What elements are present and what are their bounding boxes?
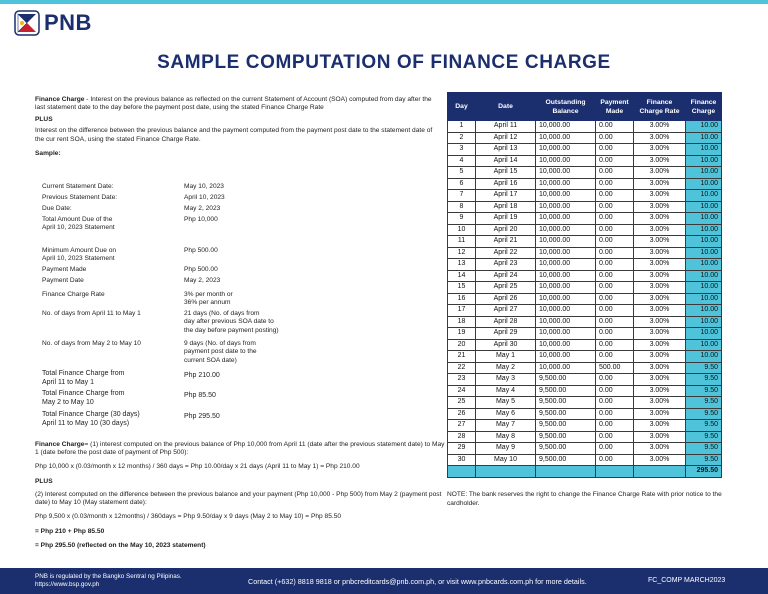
table-row [448,144,722,156]
interest-definition: Interest on the difference between the previous balance and the payment computed from the payment post date to the statement date of the cur rent SOA, using the stated Finance Charge Rate. [35,127,433,143]
table-row [448,328,722,340]
table-row [448,213,722,225]
cell-payment: 0.00 [596,305,634,317]
cell-payment: 0.00 [596,259,634,271]
cell-finance-charge: 9.50 [686,431,722,443]
total-row-blank-cell [536,466,596,478]
cell-balance: 10,000.00 [536,224,596,236]
sample-value: 9 days (No. of days from payment post date to the current SOA date) [184,340,257,364]
cell-day: 29 [448,443,476,455]
cell-day: 5 [448,167,476,179]
cell-date: April 22 [476,247,536,259]
cell-finance-charge: 10.00 [686,270,722,282]
finance-charge-table [447,92,722,478]
cell-balance: 10,000.00 [536,155,596,167]
col-header-payment-made: Payment Made [596,93,634,121]
cell-payment: 0.00 [596,247,634,259]
cell-balance: 9,500.00 [536,397,596,409]
cell-balance: 10,000.00 [536,351,596,363]
cell-finance-charge: 10.00 [686,178,722,190]
interest-2-para: (2) Interest computed on the difference between the previous balance and your payment (Php 10,000 - Php 500) from May 2 (payment post date) to May 10 (May statement date): [35,491,442,507]
cell-finance-charge: 10.00 [686,167,722,179]
sample-label: No. of days from May 2 to May 10 [42,340,141,347]
sum-line: = Php 210 + Php 85.50 [35,528,105,535]
cell-rate: 3.00% [634,178,686,190]
cell-payment: 0.00 [596,282,634,294]
total-row-blank-cell [476,466,536,478]
cell-payment: 0.00 [596,385,634,397]
cell-finance-charge: 10.00 [686,316,722,328]
cell-finance-charge: 9.50 [686,408,722,420]
finance-charge-text: - Interest on the previous balance as reflected on the current Statement of Account (SOA) computed from day after the last statement date to the day before the payment post date, using the stated Finance Charge Rate [35,96,432,112]
cell-day: 30 [448,454,476,466]
cell-date: April 27 [476,305,536,317]
cell-date: April 20 [476,224,536,236]
cell-day: 17 [448,305,476,317]
cell-rate: 3.00% [634,385,686,397]
table-row [448,385,722,397]
table-row [448,443,722,455]
cell-payment: 0.00 [596,316,634,328]
cell-day: 14 [448,270,476,282]
cell-date: April 18 [476,201,536,213]
cell-rate: 3.00% [634,362,686,374]
sample-value: May 10, 2023 [184,183,224,190]
table-row [448,420,722,432]
table-row [448,454,722,466]
cell-finance-charge: 10.00 [686,213,722,225]
table-row [448,132,722,144]
cell-date: April 17 [476,190,536,202]
cell-finance-charge: 9.50 [686,385,722,397]
total-row-blank-cell [448,466,476,478]
cell-date: April 14 [476,155,536,167]
formula-2: Php 9,500 x (0.03/month x 12months) / 360days = Php 9.50/day x 9 days (May 2 to May 10) = Php 85.50 [35,513,342,520]
cell-finance-charge: 10.00 [686,144,722,156]
cell-day: 12 [448,247,476,259]
cell-rate: 3.00% [634,443,686,455]
footer-form-code: FC_COMP MARCH2023 [648,577,726,584]
cell-payment: 0.00 [596,431,634,443]
table-row [448,316,722,328]
sample-label: Previous Statement Date: [42,194,118,201]
cell-day: 19 [448,328,476,340]
cell-balance: 10,000.00 [536,270,596,282]
footer-regulation-text: PNB is regulated by the Bangko Sentral ng Pilipinas. [35,573,182,580]
cell-date: April 25 [476,282,536,294]
cell-payment: 0.00 [596,270,634,282]
footer-regulation [35,573,182,589]
cell-date: April 23 [476,259,536,271]
cell-day: 23 [448,374,476,386]
page-title: SAMPLE COMPUTATION OF FINANCE CHARGE [157,52,611,73]
cell-balance: 9,500.00 [536,431,596,443]
cell-balance: 10,000.00 [536,293,596,305]
total-label: Total Finance Charge from May 2 to May 10 [42,390,125,406]
cell-rate: 3.00% [634,213,686,225]
cell-payment: 0.00 [596,178,634,190]
cell-finance-charge: 10.00 [686,155,722,167]
cell-rate: 3.00% [634,397,686,409]
table-row [448,236,722,248]
cell-rate: 3.00% [634,339,686,351]
total-row-blank-cell [634,466,686,478]
total-value: Php 210.00 [184,372,220,379]
cell-day: 18 [448,316,476,328]
col-header-finance-charge-rate: Finance Charge Rate [634,93,686,121]
cell-date: April 13 [476,144,536,156]
cell-balance: 9,500.00 [536,408,596,420]
cell-date: May 2 [476,362,536,374]
cell-day: 24 [448,385,476,397]
total-row-blank-cell [596,466,634,478]
cell-rate: 3.00% [634,270,686,282]
cell-date: April 19 [476,213,536,225]
cell-payment: 0.00 [596,443,634,455]
cell-day: 4 [448,155,476,167]
table-row [448,167,722,179]
cell-rate: 3.00% [634,201,686,213]
sample-label: Minimum Amount Due on April 10, 2023 Statement [42,247,117,263]
cell-balance: 9,500.00 [536,443,596,455]
rate-change-note: NOTE: The bank reserves the right to change the Finance Charge Rate with prior notice to the cardholder. [447,491,722,507]
table-row [448,190,722,202]
cell-finance-charge: 10.00 [686,293,722,305]
cell-payment: 0.00 [596,224,634,236]
cell-rate: 3.00% [634,247,686,259]
cell-finance-charge: 10.00 [686,351,722,363]
cell-finance-charge: 10.00 [686,259,722,271]
cell-rate: 3.00% [634,328,686,340]
sample-value: May 2, 2023 [184,205,221,212]
computation-fc-para [35,441,445,458]
cell-finance-charge: 10.00 [686,121,722,133]
cell-day: 3 [448,144,476,156]
cell-finance-charge: 10.00 [686,190,722,202]
table-row [448,270,722,282]
table-row [448,178,722,190]
cell-finance-charge: 10.00 [686,236,722,248]
cell-payment: 0.00 [596,155,634,167]
cell-balance: 10,000.00 [536,259,596,271]
cell-rate: 3.00% [634,132,686,144]
cell-finance-charge: 9.50 [686,397,722,409]
cell-date: April 16 [476,178,536,190]
cell-day: 10 [448,224,476,236]
cell-balance: 10,000.00 [536,178,596,190]
table-row [448,408,722,420]
sample-value: Php 500.00 [184,247,218,254]
cell-rate: 3.00% [634,224,686,236]
table-row [448,293,722,305]
table-total-row [448,466,722,478]
cell-day: 7 [448,190,476,202]
table-row [448,351,722,363]
cell-finance-charge: 10.00 [686,132,722,144]
cell-rate: 3.00% [634,155,686,167]
cell-balance: 10,000.00 [536,121,596,133]
cell-date: May 1 [476,351,536,363]
finance-charge-label: Finance Charge [35,96,85,103]
cell-finance-charge: 10.00 [686,224,722,236]
sample-label: Payment Date [42,277,84,284]
cell-payment: 0.00 [596,167,634,179]
col-header-date: Date [476,93,536,121]
cell-rate: 3.00% [634,316,686,328]
cell-rate: 3.00% [634,305,686,317]
intro-section [35,96,435,162]
cell-date: May 4 [476,385,536,397]
cell-date: May 10 [476,454,536,466]
col-header-outstanding-balance: Outstanding Balance [536,93,596,121]
cell-balance: 9,500.00 [536,454,596,466]
cell-payment: 500.00 [596,362,634,374]
sample-value: 21 days (No. of days from day after previous SOA date to the day before payment posting) [184,310,279,334]
cell-date: May 5 [476,397,536,409]
cell-rate: 3.00% [634,454,686,466]
cell-balance: 10,000.00 [536,247,596,259]
table-row [448,282,722,294]
footer [0,568,768,594]
table-header-row [448,93,722,121]
cell-rate: 3.00% [634,408,686,420]
cell-balance: 9,500.00 [536,385,596,397]
cell-date: April 29 [476,328,536,340]
computation-fc-text: = (1) interest computed on the previous balance of Php 10,000 from April 11 (date after the previous statement date) to May 1 (date before the post date of payment of Php 500): [35,441,445,457]
cell-payment: 0.00 [596,213,634,225]
cell-payment: 0.00 [596,408,634,420]
cell-finance-charge: 10.00 [686,201,722,213]
col-header-day: Day [448,93,476,121]
cell-date: April 30 [476,339,536,351]
cell-balance: 10,000.00 [536,362,596,374]
plus-label-2: PLUS [35,478,53,485]
formula-1: Php 10,000 x (0.03/month x 12 months) / 360 days = Php 10.00/day x 21 days (April 11 to May 1) = Php 210.00 [35,463,360,470]
total-label: Total Finance Charge from April 11 to May 1 [42,370,125,386]
sample-label: Total Amount Due of the April 10, 2023 Statement [42,216,115,232]
cell-balance: 10,000.00 [536,132,596,144]
cell-date: April 26 [476,293,536,305]
cell-day: 26 [448,408,476,420]
cell-rate: 3.00% [634,282,686,294]
sample-value: May 2, 2023 [184,277,221,284]
cell-finance-charge: 10.00 [686,247,722,259]
cell-finance-charge: 10.00 [686,282,722,294]
cell-day: 6 [448,178,476,190]
cell-day: 1 [448,121,476,133]
total-value: Php 85.50 [184,392,216,399]
cell-day: 28 [448,431,476,443]
cell-rate: 3.00% [634,190,686,202]
cell-rate: 3.00% [634,144,686,156]
sample-value: April 10, 2023 [184,194,225,201]
sample-label: Current Statement Date: [42,183,114,190]
sample-label: No. of days from April 11 to May 1 [42,310,141,317]
computation-fc-label: Finance Charge [35,441,85,448]
cell-payment: 0.00 [596,293,634,305]
table-row [448,397,722,409]
cell-balance: 10,000.00 [536,167,596,179]
cell-date: April 11 [476,121,536,133]
cell-date: April 24 [476,270,536,282]
table-row [448,305,722,317]
cell-payment: 0.00 [596,339,634,351]
cell-payment: 0.00 [596,121,634,133]
cell-rate: 3.00% [634,167,686,179]
cell-balance: 10,000.00 [536,305,596,317]
sample-value: Php 10,000 [184,216,218,223]
cell-rate: 3.00% [634,121,686,133]
cell-payment: 0.00 [596,351,634,363]
sample-value: Php 500.00 [184,266,218,273]
sample-label: Payment Made [42,266,87,273]
top-accent-stripe [0,0,768,4]
cell-date: May 3 [476,374,536,386]
table-row [448,247,722,259]
cell-day: 11 [448,236,476,248]
cell-day: 21 [448,351,476,363]
cell-finance-charge: 10.00 [686,339,722,351]
cell-payment: 0.00 [596,397,634,409]
cell-balance: 9,500.00 [536,374,596,386]
cell-payment: 0.00 [596,236,634,248]
cell-balance: 10,000.00 [536,282,596,294]
cell-payment: 0.00 [596,420,634,432]
cell-balance: 10,000.00 [536,316,596,328]
cell-day: 9 [448,213,476,225]
table-row [448,374,722,386]
cell-day: 25 [448,397,476,409]
cell-date: April 12 [476,132,536,144]
cell-finance-charge: 9.50 [686,443,722,455]
cell-payment: 0.00 [596,132,634,144]
total-finance-charge: 295.50 [686,466,722,478]
cell-balance: 10,000.00 [536,144,596,156]
sample-title: Sample: [35,150,61,158]
cell-balance: 10,000.00 [536,190,596,202]
table-row [448,339,722,351]
result-line: = Php 295.50 (reflected on the May 10, 2023 statement) [35,542,206,549]
cell-day: 13 [448,259,476,271]
cell-day: 15 [448,282,476,294]
cell-date: April 28 [476,316,536,328]
cell-balance: 9,500.00 [536,420,596,432]
cell-day: 20 [448,339,476,351]
total-label: Total Finance Charge (30 days) April 11 to May 10 (30 days) [42,411,140,427]
logo-text: PNB [44,10,92,35]
cell-date: May 9 [476,443,536,455]
cell-payment: 0.00 [596,201,634,213]
cell-rate: 3.00% [634,236,686,248]
cell-payment: 0.00 [596,454,634,466]
table-row [448,259,722,271]
table-row [448,362,722,374]
cell-rate: 3.00% [634,374,686,386]
footer-bsp-link[interactable]: https://www.bsp.gov.ph [35,581,100,588]
table-row [448,224,722,236]
cell-rate: 3.00% [634,351,686,363]
cell-rate: 3.00% [634,420,686,432]
cell-day: 2 [448,132,476,144]
cell-day: 27 [448,420,476,432]
cell-date: May 7 [476,420,536,432]
cell-finance-charge: 10.00 [686,328,722,340]
cell-balance: 10,000.00 [536,339,596,351]
sample-label: Finance Charge Rate [42,291,105,298]
cell-payment: 0.00 [596,328,634,340]
table-row [448,121,722,133]
cell-payment: 0.00 [596,374,634,386]
sample-label: Due Date: [42,205,72,212]
total-value: Php 295.50 [184,413,220,420]
plus-label: PLUS [35,115,53,123]
cell-date: May 8 [476,431,536,443]
table-row [448,431,722,443]
cell-rate: 3.00% [634,259,686,271]
cell-finance-charge: 9.50 [686,454,722,466]
cell-day: 8 [448,201,476,213]
cell-day: 22 [448,362,476,374]
cell-finance-charge: 9.50 [686,362,722,374]
cell-balance: 10,000.00 [536,328,596,340]
cell-balance: 10,000.00 [536,201,596,213]
footer-contact: Contact (+632) 8818 9818 or pnbcreditcards@pnb.com.ph, or visit www.pnbcards.com.ph for more details. [248,577,587,586]
cell-date: April 21 [476,236,536,248]
col-header-finance-charge: Finance Charge [686,93,722,121]
cell-day: 16 [448,293,476,305]
cell-finance-charge: 9.50 [686,420,722,432]
finance-charge-definition [35,96,435,113]
cell-rate: 3.00% [634,431,686,443]
sample-value: 3% per month or 36% per annum [184,291,233,307]
pnb-logo [14,10,92,36]
cell-payment: 0.00 [596,190,634,202]
cell-finance-charge: 10.00 [686,305,722,317]
pnb-logo-icon [14,10,40,36]
table-row [448,155,722,167]
cell-finance-charge: 9.50 [686,374,722,386]
cell-balance: 10,000.00 [536,213,596,225]
cell-date: May 6 [476,408,536,420]
cell-rate: 3.00% [634,293,686,305]
cell-date: April 15 [476,167,536,179]
cell-balance: 10,000.00 [536,236,596,248]
cell-payment: 0.00 [596,144,634,156]
table-row [448,201,722,213]
